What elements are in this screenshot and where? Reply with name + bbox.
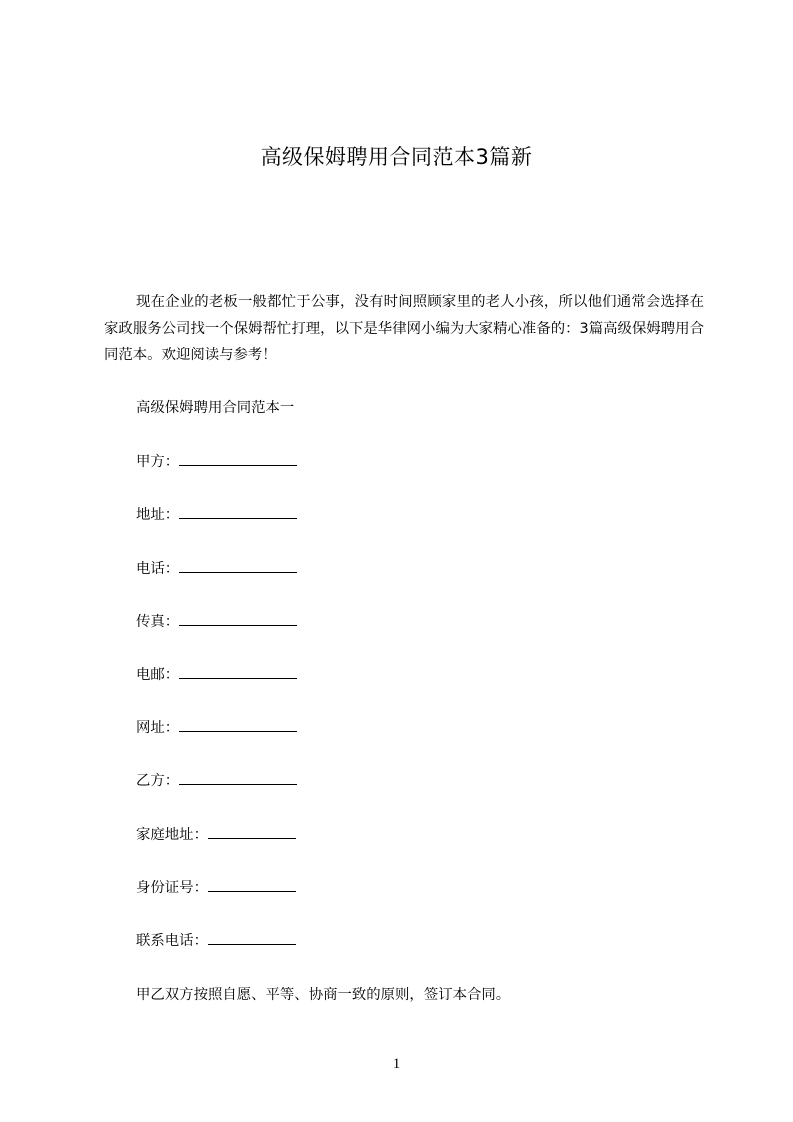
field-label: 传真： [136, 614, 180, 630]
fill-in-blank[interactable] [179, 664, 297, 679]
field-fax [136, 611, 297, 632]
section-heading: 高级保姆聘用合同范本一 [136, 400, 295, 416]
fill-in-blank[interactable] [179, 611, 297, 626]
field-label: 网址： [136, 720, 180, 736]
field-party-b [136, 770, 297, 791]
field-label: 电邮： [136, 667, 180, 683]
field-label: 身份证号： [136, 880, 208, 896]
fill-in-blank[interactable] [179, 717, 297, 732]
field-label: 乙方： [136, 773, 180, 789]
field-contact-phone [136, 930, 296, 951]
fill-in-blank[interactable] [208, 824, 296, 839]
fill-in-blank[interactable] [179, 504, 297, 519]
fill-in-blank[interactable] [179, 770, 297, 785]
field-home-address [136, 824, 296, 845]
field-address [136, 504, 297, 525]
intro-paragraph [104, 289, 704, 369]
field-email [136, 664, 297, 685]
field-label: 联系电话： [136, 933, 208, 949]
document-title: 高级保姆聘用合同范本3篇新 [260, 145, 533, 169]
field-phone [136, 558, 297, 579]
closing-paragraph: 甲乙双方按照自愿、平等、协商一致的原则，签订本合同。 [136, 987, 511, 1003]
field-party-a [136, 451, 297, 472]
field-label: 甲方： [136, 454, 180, 470]
fill-in-blank[interactable] [179, 558, 297, 573]
field-website [136, 717, 297, 738]
intro-text: 现在企业的老板一般都忙于公事，没有时间照顾家里的老人小孩，所以他们通常会选择在家政服务公司找一个保姆帮忙打理，以下是华律网小编为大家精心准备的：3篇高级保姆聘用合同范本。欢迎阅读与参考！ [104, 294, 704, 363]
field-label: 家庭地址： [136, 827, 208, 843]
fill-in-blank[interactable] [179, 451, 297, 466]
fill-in-blank[interactable] [208, 930, 296, 945]
page-number: 1 [392, 1056, 401, 1072]
field-label: 电话： [136, 561, 180, 577]
field-label: 地址： [136, 507, 180, 523]
fill-in-blank[interactable] [208, 877, 296, 892]
field-id-number [136, 877, 296, 898]
